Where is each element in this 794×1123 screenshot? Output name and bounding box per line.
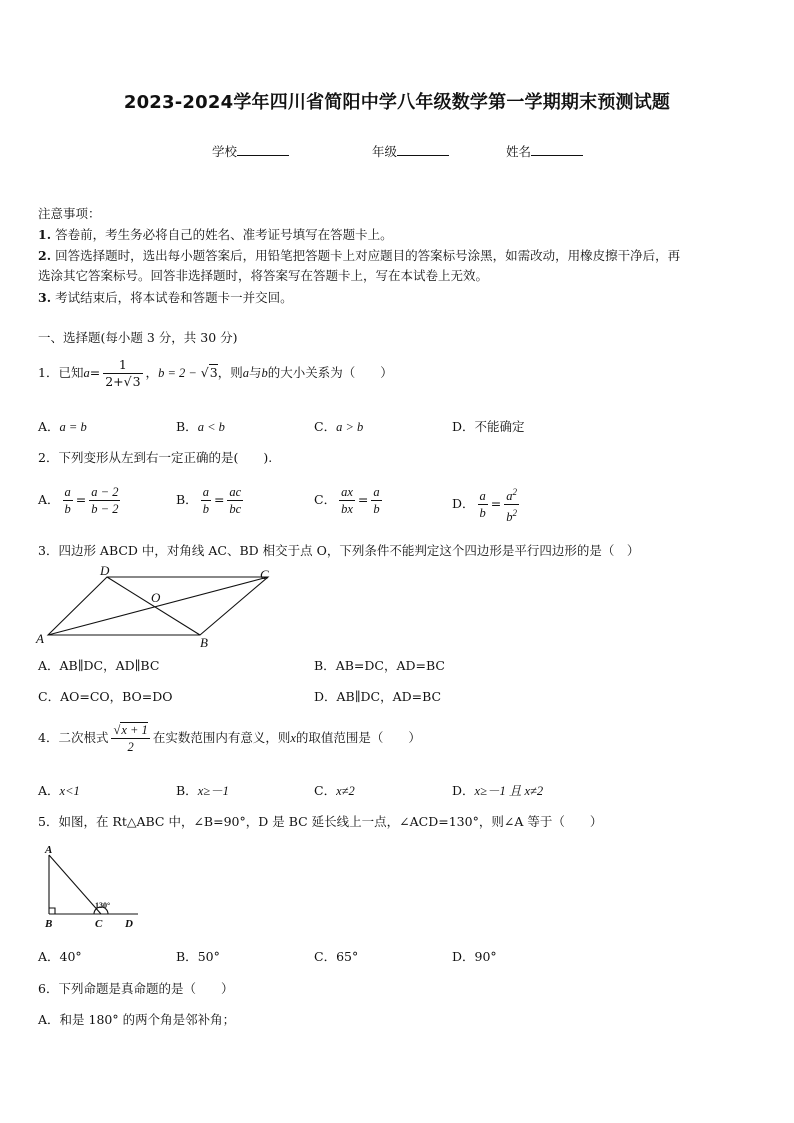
- q1-tail-a: a: [242, 366, 249, 380]
- q4-option-b[interactable]: [176, 781, 229, 799]
- grade-blank: [397, 143, 449, 156]
- vertex-label-d: D: [125, 918, 133, 930]
- q4-option-c[interactable]: [314, 781, 355, 799]
- q4-tail-1: 在实数范围内有意义，则: [152, 730, 291, 745]
- right-angle-mark: [49, 908, 55, 914]
- note-item: [38, 246, 680, 264]
- q4-var-x: x: [290, 731, 296, 745]
- option-label: B．: [176, 492, 198, 507]
- note-number: 1.: [38, 227, 52, 242]
- option-label: D．: [452, 419, 475, 434]
- note-text: 选涂其它答案标号。回答非选择题时，将答案写在答题卡上，写在本试卷上无效。: [38, 268, 489, 283]
- option-text: AB=DC，AD=BC: [335, 658, 445, 673]
- q3-option-a[interactable]: [38, 656, 159, 674]
- option-text: AO=CO，BO=DO: [60, 689, 173, 704]
- vertex-label-c: C: [95, 918, 103, 930]
- note-text: 答卷前，考生务必将自己的姓名、准考证号填写在答题卡上。: [55, 227, 393, 242]
- vertex-label-d: D: [100, 563, 110, 578]
- q3-option-d[interactable]: [314, 687, 441, 705]
- fraction-numerator: a − 2: [91, 485, 119, 499]
- fraction-numerator: a: [202, 485, 209, 499]
- note-text: 考试结束后，将本试卷和答题卡一并交回。: [55, 290, 293, 305]
- center-label-o: O: [151, 590, 161, 605]
- denominator-exponent: 2: [512, 508, 518, 519]
- option-text: a = b: [59, 420, 87, 434]
- question-5-stem: 5．如图，在 Rt△ABC 中，∠B=90°，D 是 BC 延长线上一点，∠ACD=130°，则∠A 等于（ ）: [38, 814, 603, 829]
- option-text: 65°: [336, 949, 359, 964]
- numerator-base: a: [506, 489, 513, 504]
- q1-comma: ，: [145, 365, 159, 380]
- q2a-right-fraction: [89, 484, 120, 517]
- q2-option-a[interactable]: A． $\frac{a}{b}$ = $\frac{a - 2}{b - 2}$: [38, 485, 119, 516]
- option-text: 不能确定: [474, 419, 525, 434]
- question-6-stem: 6．下列命题是真命题的是（ ）: [38, 981, 234, 996]
- fraction-numerator: [504, 484, 519, 505]
- notes-heading: 注意事项：: [38, 206, 101, 221]
- fraction-denominator: b: [479, 506, 486, 521]
- grade-field: [372, 142, 449, 160]
- q2-option-c[interactable]: C． $\frac{ax}{bx}$ = $\frac{a}{b}$: [314, 485, 380, 516]
- option-label: D．: [452, 949, 475, 964]
- grade-label: 年级: [372, 144, 398, 159]
- name-field: [506, 142, 583, 160]
- note-item: [38, 266, 488, 284]
- fraction-denominator: b: [373, 502, 380, 516]
- option-label: C．: [314, 783, 337, 798]
- q2b-left-fraction: [201, 484, 211, 517]
- denominator-base: b: [506, 510, 513, 525]
- q2d-right-fraction: [504, 484, 519, 525]
- fraction-numerator: a: [373, 485, 380, 499]
- option-text: AB∥DC，AD=BC: [336, 689, 442, 704]
- option-label: C．: [314, 492, 337, 507]
- option-label: B．: [314, 658, 336, 673]
- option-label: B．: [176, 949, 198, 964]
- name-blank: [531, 143, 583, 156]
- q3-option-c[interactable]: [38, 687, 173, 705]
- note-number: 2.: [38, 248, 52, 263]
- right-triangle-figure: [38, 842, 148, 934]
- q1-option-b[interactable]: [176, 417, 225, 435]
- vertex-label-a: A: [36, 631, 44, 646]
- page-title: 2023-2024学年四川省简阳中学八年级数学第一学期期末预测试题: [123, 92, 671, 113]
- q1-tail-3: 的大小关系为（ ）: [267, 365, 393, 380]
- q4-tail-2: 的取值范围是（ ）: [295, 730, 421, 745]
- q1-tail-2: 与: [248, 365, 262, 380]
- option-label: A．: [38, 492, 60, 507]
- q4-radicand: x + 1: [121, 723, 148, 737]
- note-number: 3.: [38, 290, 52, 305]
- q5-option-a[interactable]: [38, 947, 82, 965]
- note-item: [38, 225, 393, 243]
- section-heading: 一、选择题(每小题 3 分，共 30 分): [38, 330, 238, 345]
- numerator-exponent: 2: [512, 487, 518, 497]
- q1-tail-b: b: [261, 366, 268, 380]
- vertex-label-a: A: [45, 844, 53, 856]
- fraction-denominator: bx: [341, 502, 353, 516]
- school-label: 学校: [212, 144, 238, 159]
- option-text: 50°: [197, 949, 220, 964]
- q2a-left-fraction: [63, 484, 73, 517]
- fraction-denominator: bc: [229, 502, 242, 516]
- q2-option-b[interactable]: B． $\frac{a}{b}$ = $\frac{ac}{bc}$: [176, 485, 242, 516]
- option-text: x≥－1: [197, 784, 229, 798]
- fraction-numerator: a: [64, 485, 71, 499]
- option-label: A．: [38, 783, 60, 798]
- q5-option-d[interactable]: [452, 947, 497, 965]
- question-4-stem: [38, 722, 421, 755]
- option-label: D．: [452, 783, 475, 798]
- q1-equals: =: [89, 365, 101, 380]
- fraction-numerator: ax: [341, 485, 353, 499]
- q4-fraction: [111, 722, 149, 755]
- angle-label: 130°: [95, 901, 111, 910]
- parallelogram-figure: [34, 562, 284, 652]
- option-text: 40°: [59, 949, 82, 964]
- q2c-left-fraction: [339, 484, 355, 517]
- option-text: x≥－1 且 x≠2: [474, 784, 544, 798]
- fraction-numerator: ac: [229, 485, 242, 499]
- fraction-denominator: b: [202, 502, 209, 516]
- fraction-numerator: a: [479, 489, 486, 504]
- q1-option-d[interactable]: [452, 417, 525, 435]
- option-label: A．: [38, 949, 60, 964]
- q4-numerator: √x + 1: [113, 723, 148, 737]
- q4-option-a[interactable]: [38, 781, 80, 799]
- option-label: A．: [38, 658, 60, 673]
- q5-option-b[interactable]: [176, 947, 220, 965]
- option-text: AB∥DC，AD∥BC: [59, 658, 160, 673]
- q1-numerator: 1: [103, 357, 142, 374]
- option-label: A．: [38, 419, 60, 434]
- q4-option-d[interactable]: [452, 781, 543, 799]
- question-3-stem: 3．四边形 ABCD 中，对角线 AC、BD 相交于点 O，下列条件不能判定这个四边形是平行四边形的是（ ）: [38, 543, 640, 558]
- q5-option-c[interactable]: [314, 947, 358, 965]
- diagonal-ac: [48, 577, 268, 635]
- option-label: D．: [314, 689, 337, 704]
- option-text: x<1: [59, 784, 80, 798]
- q1-b-expr: b = 2 −: [158, 366, 197, 380]
- q1-tail-1: ，则: [217, 365, 243, 380]
- note-item: [38, 288, 293, 306]
- q4-lead: 4．二次根式: [38, 730, 109, 745]
- q1-den-radicand: 3: [132, 374, 141, 389]
- name-label: 姓名: [506, 144, 532, 159]
- option-label: C．: [38, 689, 61, 704]
- q2d-left-fraction: [478, 488, 488, 521]
- q6-option-a[interactable]: A．和是 180° 的两个角是邻补角；: [38, 1012, 236, 1027]
- option-label: B．: [176, 419, 198, 434]
- q2-option-d[interactable]: D． $\frac{a}{b}$ = $\frac{a^2}{b^2}$: [452, 484, 522, 525]
- option-text: x≠2: [336, 784, 355, 798]
- q1-b-radicand: 3: [209, 365, 218, 380]
- q1-fraction: [103, 357, 142, 390]
- diagonal-bd: [107, 577, 200, 635]
- q1-lead: 1．已知: [38, 365, 84, 380]
- fraction-denominator: b: [64, 502, 71, 516]
- note-text: 回答选择题时，选出每小题答案后，用铅笔把答题卡上对应题目的答案标号涂黑，如需改动，用橡皮擦干净后，再: [55, 248, 681, 263]
- vertex-label-c: C: [260, 567, 269, 582]
- option-text: a > b: [336, 420, 364, 434]
- fraction-denominator: [504, 505, 519, 525]
- option-text: 90°: [474, 949, 497, 964]
- q1-option-c[interactable]: [314, 417, 363, 435]
- vertex-label-b: B: [200, 635, 208, 650]
- option-label: C．: [314, 419, 337, 434]
- option-label: D．: [452, 496, 475, 512]
- question-1-stem: 1．已知a= $\frac{1}{2+√3}$ ，b = 2 − √3，则a与b的大小关系为（ ）: [38, 357, 393, 389]
- q2b-right-fraction: [227, 484, 243, 517]
- q2c-right-fraction: [371, 484, 381, 517]
- q4-denominator: 2: [127, 740, 134, 754]
- q1-den-prefix: 2+: [105, 374, 124, 389]
- question-2-stem: 2．下列变形从左到右一定正确的是( ).: [38, 450, 273, 465]
- side-ac: [49, 855, 101, 914]
- fraction-denominator: b − 2: [91, 502, 119, 516]
- q1-denominator: 2+√3: [105, 374, 141, 389]
- school-field: [212, 142, 289, 160]
- vertex-label-b: B: [45, 918, 53, 930]
- option-label: B．: [176, 783, 198, 798]
- option-label: C．: [314, 949, 337, 964]
- option-text: a < b: [197, 420, 225, 434]
- q1-var-a: a: [83, 366, 90, 380]
- school-blank: [237, 143, 289, 156]
- q1-option-a[interactable]: [38, 417, 87, 435]
- q3-option-b[interactable]: [314, 656, 445, 674]
